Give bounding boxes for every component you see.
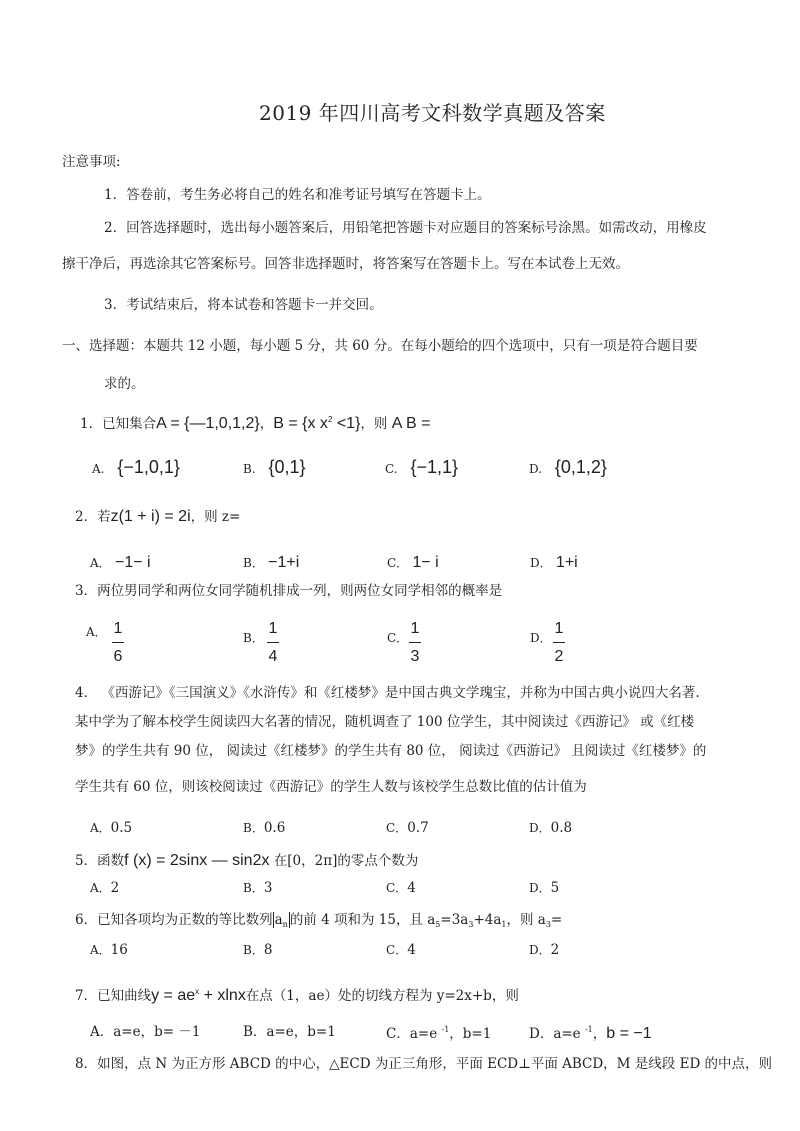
q4-option-d: D．0.8: [529, 820, 573, 836]
q6-option-a: A．16: [90, 942, 128, 958]
q3-option-b-label: B．: [243, 631, 264, 645]
q2-option-b: B． −1+i: [243, 554, 300, 571]
q7-option-d: D．a=e $^{-1}$，b = −1: [529, 1025, 652, 1042]
question-4-line-1: 4． 《西游记》《三国演义》《水浒传》和《红楼梦》是中国古典文学瑰宝，并称为中国古典小说四大名著.: [75, 685, 700, 701]
q2-option-c: C． 1− i: [387, 554, 439, 571]
page-title: 2019 年四川高考文科数学真题及答案: [259, 101, 606, 125]
question-5: 5．函数f (x) = 2sinx — sin2x 在[0，2π]的零点个数为: [75, 852, 419, 869]
q2-option-d: D． 1+i: [530, 554, 578, 571]
q5-option-c: C．4: [386, 880, 416, 896]
notes-heading: 注意事项:: [62, 154, 121, 170]
q3-option-d-label: D．: [530, 631, 552, 645]
q2-option-a: A． −1− i: [90, 554, 151, 571]
q4-option-b: B．0.6: [243, 820, 286, 836]
q4-option-a: A．0.5: [90, 820, 133, 836]
note-1: 1．答卷前，考生务必将自己的姓名和准考证号填写在答题卡上。: [104, 187, 491, 203]
q4-option-c: C．0.7: [386, 820, 429, 836]
q1-option-a: A. {−1,0,1}: [92, 457, 180, 477]
q5-option-b: B．3: [243, 880, 273, 896]
q1-option-b: B. {0,1}: [243, 457, 306, 477]
question-4-line-2: 某中学为了解本校学生阅读四大名著的情况，随机调查了 100 位学生，其中阅读过《西游记》 或《红楼: [75, 714, 695, 730]
q5-option-d: D．5: [529, 880, 560, 896]
note-3: 3．考试结束后，将本试卷和答题卡一并交回。: [104, 297, 383, 313]
question-6: 6．已知各项均为正数的等比数列 $a_n$ 的前 4 项和为 15，且 $a_5=3a_3+4a_1$，则 $a_3=$: [75, 912, 563, 929]
question-8: 8．如图，点 N 为正方形 ABCD 的中心，△ECD 为正三角形，平面 ECD⊥平面 ABCD，M 是线段 ED 的中点，则: [75, 1056, 773, 1072]
q7-option-a: A．a=e，b= －1: [90, 1024, 201, 1040]
question-4-line-4: 学生共有 60 位，则该校阅读过《西游记》的学生人数与该校学生总数比值的估计值为: [75, 779, 587, 795]
note-2-line-2: 擦干净后，再选涂其它答案标号。回答非选择题时，将答案写在答题卡上。写在本试卷上无效。: [62, 256, 629, 272]
question-4-line-3: 梦》的学生共有 90 位， 阅读过《红楼梦》的学生共有 80 位， 阅读过《西游记》 且阅读过《红楼梦》的: [75, 743, 707, 759]
q6-option-c: C．4: [386, 942, 416, 958]
question-1: 1．已知集合A = {—1,0,1,2}，B = {x $x^2 <1$}，则 A B =: [80, 415, 431, 432]
q6-option-b: B．8: [243, 942, 273, 958]
q1-option-c: C. {−1,1}: [385, 457, 459, 477]
q1-option-d: D. {0,1,2}: [529, 457, 607, 477]
section-1-heading: 一、选择题：本题共 12 小题，每小题 5 分，共 60 分。在每小题给的四个选项中，只有一项是符合题目要: [62, 338, 698, 354]
note-2-line-1: 2．回答选择题时，选出每小题答案后，用铅笔把答题卡对应题目的答案标号涂黑。如需改动，用橡皮: [104, 220, 707, 236]
question-3: 3．两位男同学和两位女同学随机排成一列，则两位女同学相邻的概率是: [75, 583, 503, 599]
q7-option-c: C．a=e $^{-1}$，b=1: [386, 1025, 492, 1042]
question-7: 7．已知曲线$y = ae^x + xlnx$在点（1，ae）处的切线方程为 y=2x+b，则: [75, 987, 519, 1004]
q7-option-b: B．a=e，b=1: [243, 1024, 336, 1040]
q3-option-a-label: A．: [86, 625, 107, 639]
question-2: 2．若z(1 + i) = 2i，则 z=: [75, 508, 241, 525]
q3-option-c-label: C．: [387, 631, 409, 645]
q5-option-a: A．2: [90, 880, 120, 896]
section-1-heading-cont: 求的。: [104, 376, 145, 392]
q6-option-d: D．2: [529, 942, 560, 958]
